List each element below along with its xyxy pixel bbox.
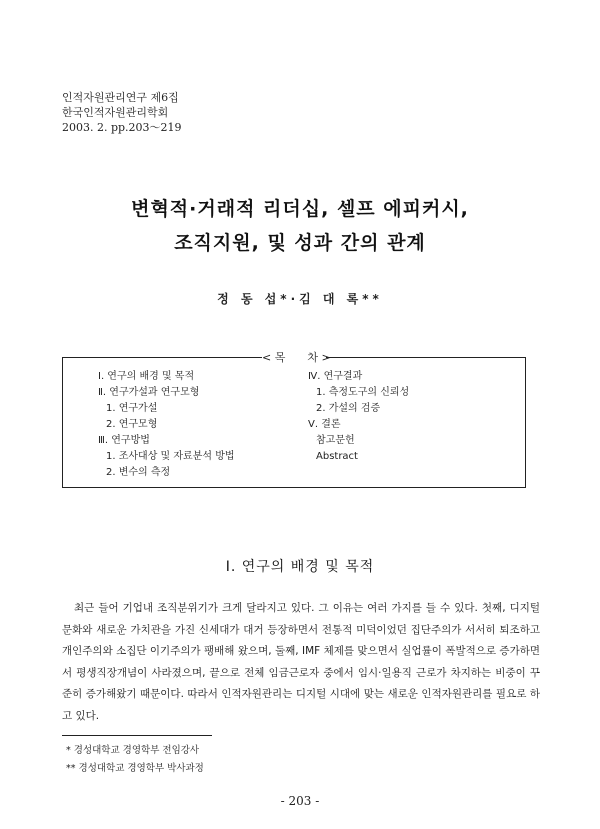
toc-top-rule-right — [326, 357, 526, 358]
toc-top-rule-left — [62, 357, 262, 358]
journal-society: 한국인적자원관리학회 — [62, 106, 169, 119]
toc-subitem: 2. 가설의 검증 — [316, 403, 381, 414]
journal-info — [62, 90, 182, 135]
journal-name: 인적자원관리연구 제6집 — [62, 91, 179, 104]
toc-subitem: Abstract — [316, 451, 358, 462]
section-heading: Ⅰ. 연구의 배경 및 목적 — [225, 559, 375, 575]
toc-subitem: 1. 조사대상 및 자료분석 방법 — [106, 451, 235, 462]
toc-right-column — [308, 369, 409, 465]
footnote-rule — [62, 735, 212, 736]
toc-item: Ⅱ. 연구가설과 연구모형 — [98, 387, 200, 398]
author-line: 정 동 섭*·김 대 록** — [217, 292, 383, 306]
footnotes — [66, 742, 204, 778]
body-paragraph: 최근 들어 기업내 조직분위기가 크게 달라지고 있다. 그 이유는 여러 가지를 들 수 있다. 첫째, 디지털 문화와 새로운 가치관을 가진 신세대가 대거 등장하면서 전통적 미덕이었던 집단주의가 서서히 퇴조하고 개인주의와 소집단 이기주의가 팽배해 왔으며, 둘째, IMF 체제를 맞으면서 실업률이 폭발적으로 증가하면서 평생직장개념이 사라졌으며, 끝으로 전체 임금근로자 중에서 임시·일용직 근로가 차지하는 비중이 꾸준히 증가해왔기 때문이다. 따라서 인적자원관리는 디지털 시대에 맞는 새로운 인적자원관리를 필요로 하고 있다. — [62, 602, 540, 722]
table-of-contents — [62, 351, 526, 489]
body-text — [62, 598, 540, 727]
toc-label: < 목 차 > — [262, 351, 331, 364]
toc-item: Ⅳ. 연구결과 — [308, 371, 363, 382]
toc-subitem: 1. 측정도구의 신뢰성 — [316, 387, 410, 398]
footnote-author-2: ** 경성대학교 경영학부 박사과정 — [66, 763, 204, 774]
title-line-1: 변혁적·거래적 리더십, 셀프 에피커시, — [131, 198, 469, 220]
toc-subitem: 2. 연구모형 — [106, 419, 158, 430]
toc-subitem: 참고문헌 — [316, 435, 355, 446]
toc-item: Ⅴ. 결론 — [308, 419, 341, 430]
title-line-2: 조직지원, 및 성과 간의 관계 — [174, 232, 426, 254]
journal-issue: 2003. 2. pp.203～219 — [62, 121, 182, 134]
paper-title — [0, 192, 600, 260]
toc-item: Ⅰ. 연구의 배경 및 목적 — [98, 371, 195, 382]
toc-subitem: 1. 연구가설 — [106, 403, 158, 414]
page-number: - 203 - — [280, 794, 320, 808]
footnote-author-1: * 경성대학교 경영학부 전임강사 — [66, 745, 200, 756]
toc-item: Ⅲ. 연구방법 — [98, 435, 150, 446]
toc-subitem: 2. 변수의 측정 — [106, 467, 171, 478]
toc-left-column — [98, 369, 235, 481]
